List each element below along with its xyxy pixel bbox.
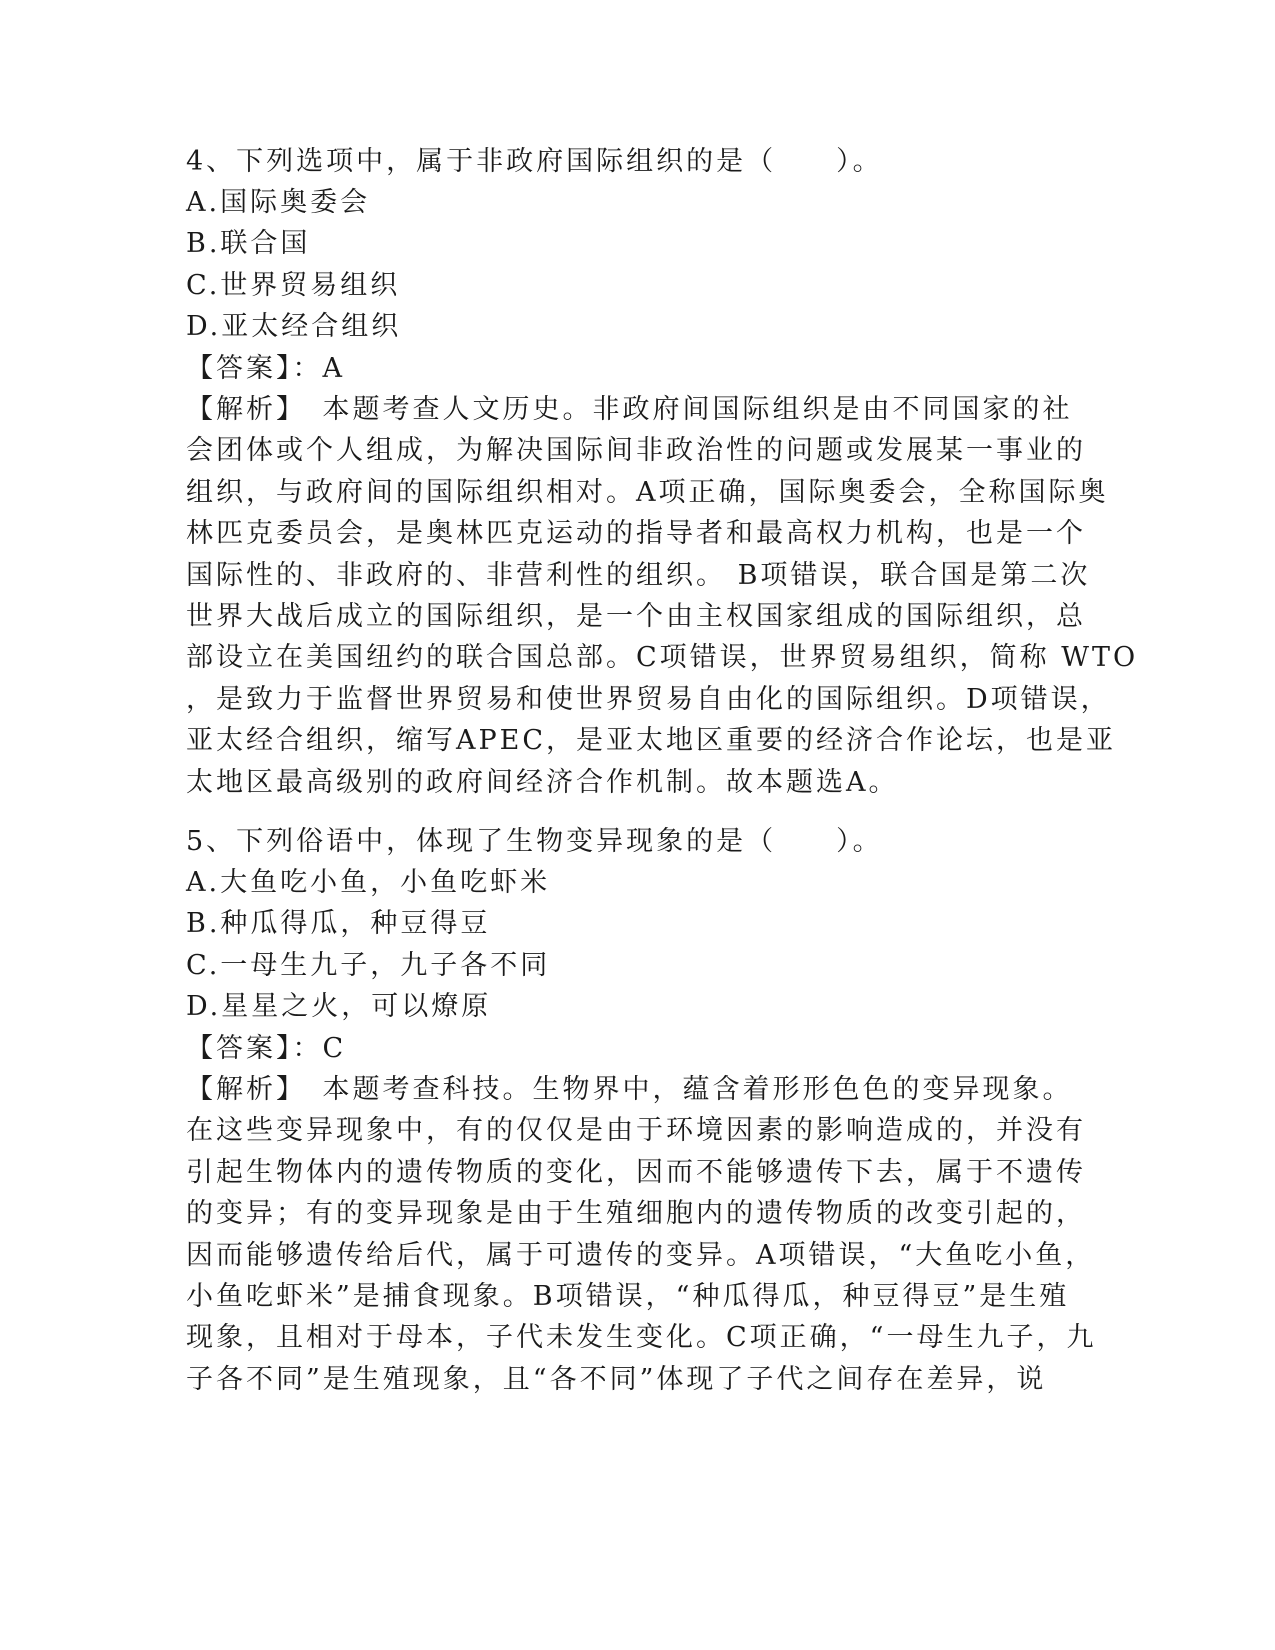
question-4-option-b: B.联合国 <box>186 228 311 259</box>
question-5-analysis-line: 子各不同”是生殖现象，且“各不同”体现了子代之间存在差异，说 <box>186 1364 1047 1395</box>
question-4-analysis-line: 【解析】 本题考查人文历史。非政府间国际组织是由不同国家的社 <box>186 394 1073 425</box>
question-5-analysis-line: 小鱼吃虾米”是捕食现象。B项错误，“种瓜得瓜，种豆得豆”是生殖 <box>186 1281 1070 1312</box>
question-4-analysis-line: 国际性的、非政府的、非营利性的组织。 B项错误，联合国是第二次 <box>186 560 1091 591</box>
question-5-option-d: D.星星之火，可以燎原 <box>186 991 492 1022</box>
question-5-analysis-line: 引起生物体内的遗传物质的变化，因而不能够遗传下去，属于不遗传 <box>186 1157 1086 1188</box>
question-5-analysis-line: 在这些变异现象中，有的仅仅是由于环境因素的影响造成的，并没有 <box>186 1115 1086 1146</box>
question-4-analysis-line: 会团体或个人组成，为解决国际间非政治性的问题或发展某一事业的 <box>186 435 1086 466</box>
question-5-option-a: A.大鱼吃小鱼，小鱼吃虾米 <box>186 867 551 898</box>
question-5-stem: 5、下列俗语中，体现了生物变异现象的是（ ）。 <box>186 826 883 857</box>
question-4-option-a: A.国际奥委会 <box>186 187 371 218</box>
question-4-option-d: D.亚太经合组织 <box>186 311 402 342</box>
question-4-stem: 4、下列选项中，属于非政府国际组织的是（ ）。 <box>186 146 883 177</box>
question-5-option-b: B.种瓜得瓜，种豆得豆 <box>186 908 491 939</box>
question-5-option-c: C.一母生九子，九子各不同 <box>186 950 551 981</box>
question-4-analysis-line: 世界大战后成立的国际组织，是一个由主权国家组成的国际组织，总 <box>186 601 1086 632</box>
question-5-analysis-line: 现象，且相对于母本，子代未发生变化。C项正确，“一母生九子，九 <box>186 1322 1097 1353</box>
question-5-analysis-line: 的变异；有的变异现象是由于生殖细胞内的遗传物质的改变引起的， <box>186 1198 1086 1229</box>
question-5-analysis-line: 【解析】 本题考查科技。生物界中，蕴含着形形色色的变异现象。 <box>186 1074 1073 1105</box>
question-4-analysis-line: 林匹克委员会，是奥林匹克运动的指导者和最高权力机构，也是一个 <box>186 518 1086 549</box>
question-4-answer: 【答案】：A <box>186 353 345 384</box>
question-4-analysis-line: ，是致力于监督世界贸易和使世界贸易自由化的国际组织。D项错误， <box>186 684 1111 715</box>
question-4-analysis-line: 组织，与政府间的国际组织相对。A项正确，国际奥委会，全称国际奥 <box>186 477 1109 508</box>
question-5-analysis-line: 因而能够遗传给后代，属于可遗传的变异。A项错误，“大鱼吃小鱼， <box>186 1240 1096 1271</box>
question-4-analysis-line: 亚太经合组织，缩写APEC，是亚太地区重要的经济合作论坛，也是亚 <box>186 725 1117 756</box>
question-4-analysis-line: 部设立在美国纽约的联合国总部。C项错误，世界贸易组织，简称 WTO <box>186 642 1139 673</box>
question-4-analysis-line: 太地区最高级别的政府间经济合作机制。故本题选A。 <box>186 767 899 798</box>
question-4-option-c: C.世界贸易组织 <box>186 270 401 301</box>
question-5-answer: 【答案】：C <box>186 1033 347 1064</box>
